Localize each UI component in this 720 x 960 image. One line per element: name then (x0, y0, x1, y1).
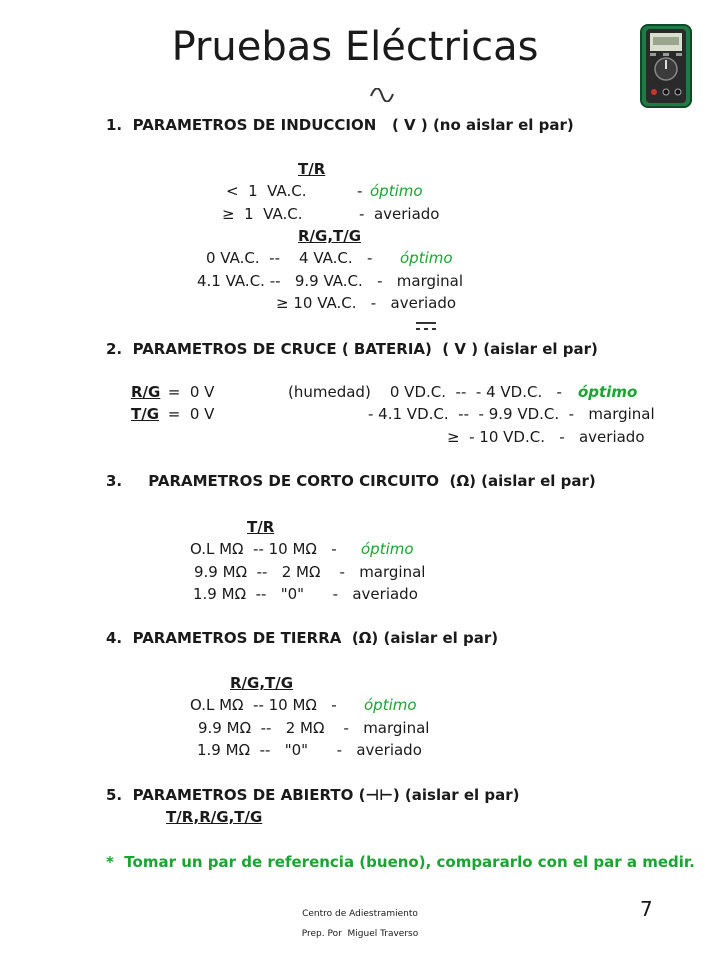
footer-line-2: Prep. Por Miguel Traverso (301, 929, 419, 939)
dc-symbol-icon (415, 320, 437, 332)
s1-row1-status: óptimo (370, 182, 423, 200)
s5-subheading: T/R,R/G,T/G (166, 808, 263, 826)
reference-note: * Tomar un par de referencia (bueno), compararlo con el par a medir. (106, 853, 695, 871)
section-4-heading: 4. PARAMETROS DE TIERRA (Ω) (aislar el par) (106, 629, 499, 647)
s1-row1-range: < 1 VA.C. (226, 182, 307, 200)
s4-subheading: R/G,T/G (230, 674, 294, 692)
section-5-heading: 5. PARAMETROS DE ABIERTO (⊣⊢) (aislar el par) (106, 786, 520, 804)
s1-row3-range: 0 VA.C. -- 4 VA.C. - (206, 249, 373, 267)
s2-tg-label: T/G (131, 405, 160, 423)
s1-row3-status: óptimo (400, 249, 453, 267)
page-number: 7 (640, 897, 653, 921)
s2-tg-range: - 4.1 VD.C. -- - 9.9 VD.C. - marginal (368, 405, 655, 423)
s3-subheading: T/R (247, 518, 275, 536)
s1-row4: 4.1 VA.C. -- 9.9 VA.C. - marginal (197, 272, 464, 290)
s4-row1-status: óptimo (364, 696, 417, 714)
section-3-heading: 3. PARAMETROS DE CORTO CIRCUITO (Ω) (aislar el par) (106, 472, 596, 490)
s1-subheading-rg-tg: R/G,T/G (298, 227, 362, 245)
s1-row1-dash: - (357, 182, 363, 200)
ac-wave-icon (370, 88, 394, 102)
s1-row2-status: - averiado (359, 205, 440, 223)
page-title: Pruebas Eléctricas (171, 24, 539, 70)
s3-row3: 1.9 MΩ -- "0" - averiado (193, 585, 418, 603)
s2-rg-label: R/G (131, 383, 161, 401)
s3-row1-status: óptimo (361, 540, 414, 558)
section-1-heading: 1. PARAMETROS DE INDUCCION ( V ) (no aislar el par) (106, 116, 574, 134)
s1-row2-range: ≥ 1 VA.C. (222, 205, 303, 223)
section-2-heading: 2. PARAMETROS DE CRUCE ( BATERIA) ( V ) (aislar el par) (106, 340, 598, 358)
footer-line-1: Centro de Adiestramiento (302, 909, 418, 919)
s2-last-row: ≥ - 10 VD.C. - averiado (447, 428, 645, 446)
s3-row1-range: O.L MΩ -- 10 MΩ - (190, 540, 337, 558)
s2-rg-range: (humedad) 0 VD.C. -- - 4 VD.C. - (288, 383, 562, 401)
s4-row3: 1.9 MΩ -- "0" - averiado (197, 741, 422, 759)
s2-tg-value: = 0 V (163, 405, 215, 423)
s3-row2: 9.9 MΩ -- 2 MΩ - marginal (194, 563, 426, 581)
s4-row1-range: O.L MΩ -- 10 MΩ - (190, 696, 337, 714)
s4-row2: 9.9 MΩ -- 2 MΩ - marginal (198, 719, 430, 737)
s1-row5: ≥ 10 VA.C. - averiado (276, 294, 457, 312)
s1-subheading-tr: T/R (298, 160, 326, 178)
s2-rg-value: = 0 V (163, 383, 215, 401)
multimeter-icon (640, 24, 692, 108)
s2-rg-status: óptimo (578, 383, 638, 401)
